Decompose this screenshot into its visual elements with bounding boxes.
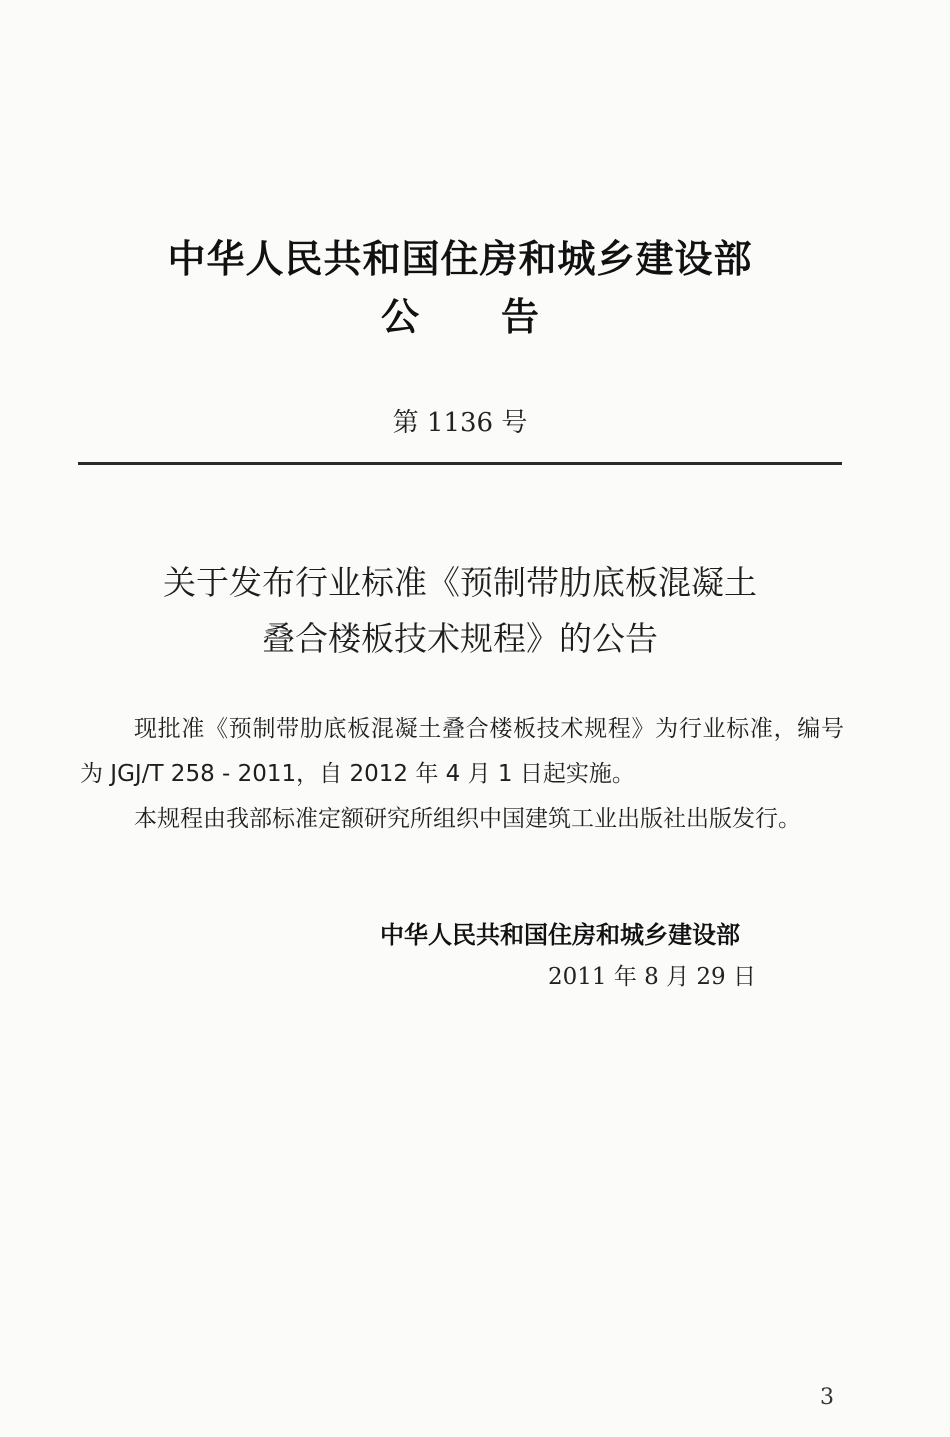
- subject-line-2: 叠合楼板技术规程》的公告: [262, 619, 658, 658]
- subject-title: [0, 555, 920, 667]
- ministry-heading: 中华人民共和国住房和城乡建设部: [167, 237, 753, 281]
- signature-date: 2011 年 8 月 29 日: [548, 964, 756, 990]
- notice-body: [80, 707, 844, 842]
- notice-title-char-2: 告: [501, 295, 540, 339]
- header-divider: [78, 462, 842, 465]
- body-paragraph-2: 本规程由我部标准定额研究所组织中国建筑工业出版社出版发行。: [134, 806, 801, 832]
- page-number: 3: [820, 1385, 834, 1410]
- notice-title: [0, 286, 920, 341]
- notice-title-char-1: 公: [380, 295, 419, 339]
- subject-line-1: 关于发布行业标准《预制带肋底板混凝土: [163, 563, 757, 602]
- document-number: 第 1136 号: [392, 408, 528, 438]
- body-paragraph-1: 现批准《预制带肋底板混凝土叠合楼板技术规程》为行业标准，编号为 JGJ/T 258 - 2011，自 2012 年 4 月 1 日起实施。: [80, 716, 844, 787]
- signer-name: 中华人民共和国住房和城乡建设部: [380, 921, 740, 949]
